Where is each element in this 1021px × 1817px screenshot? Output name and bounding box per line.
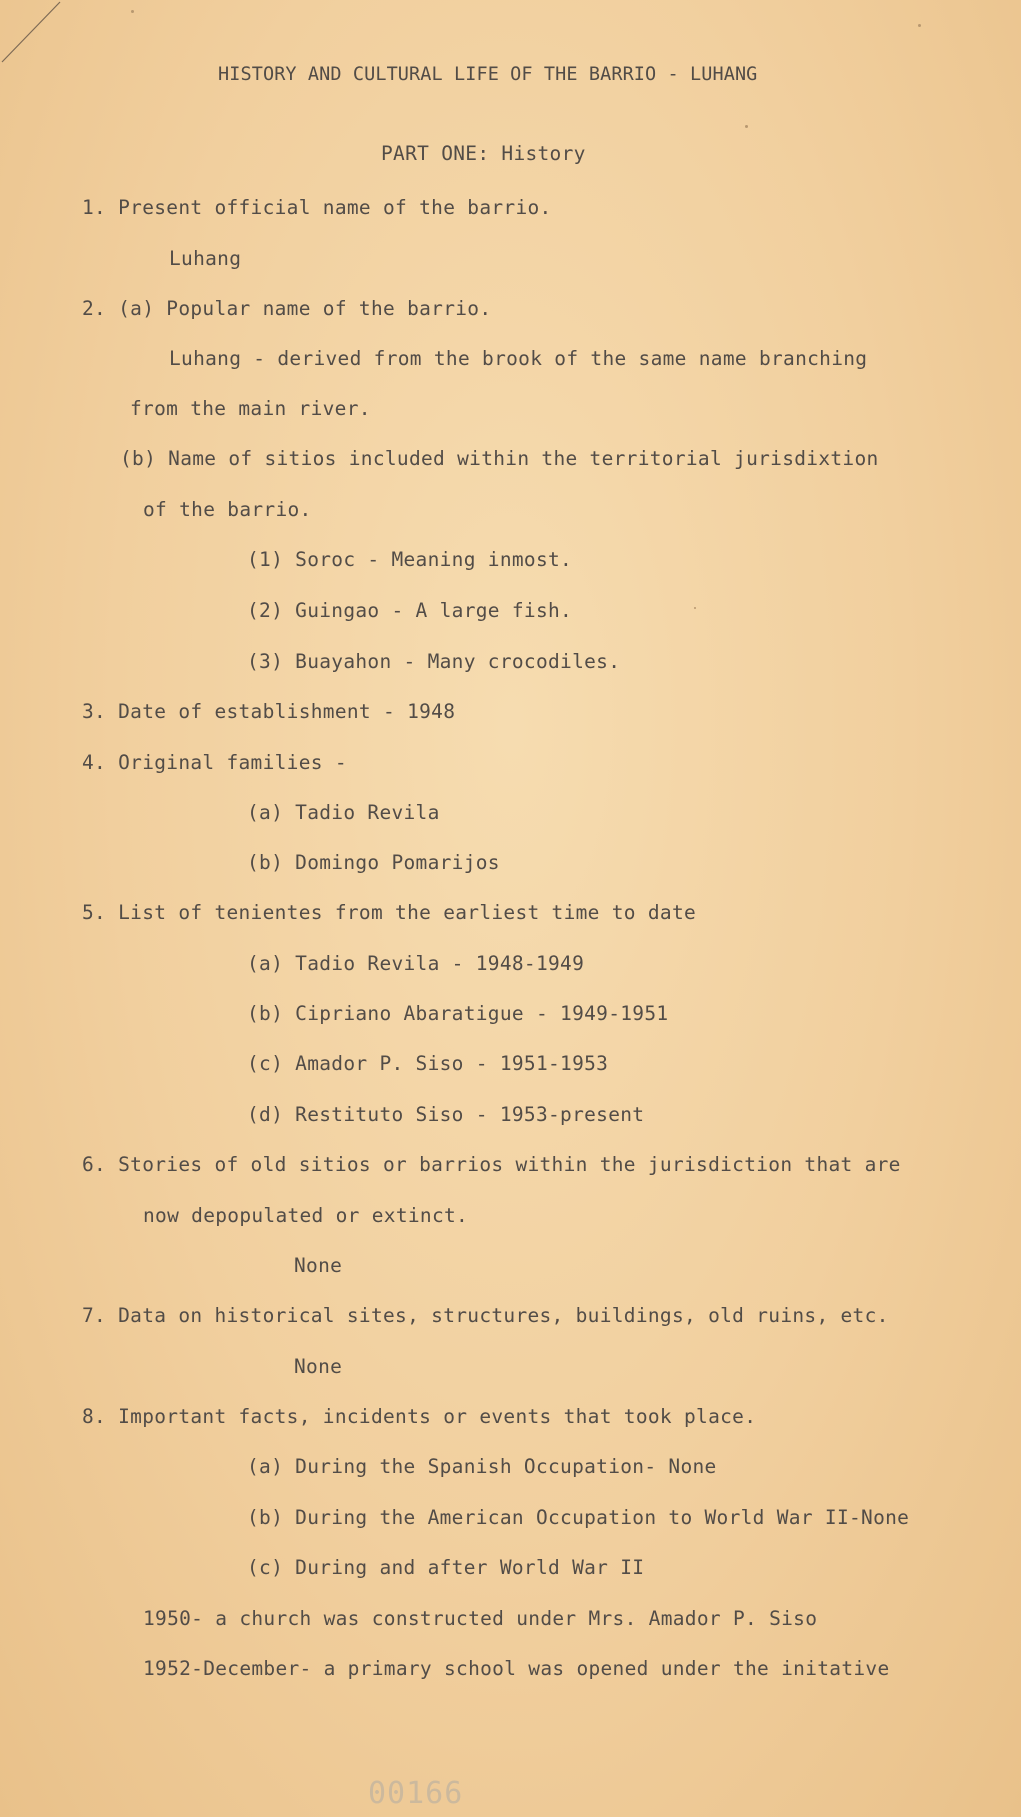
teniente-item: (d) Restituto Siso - 1953-present <box>247 1103 645 1126</box>
event-1950: 1950- a church was constructed under Mrs. Amador P. Siso <box>143 1607 818 1630</box>
page-number-stamp: 00166 <box>368 1776 464 1811</box>
pencil-mark <box>0 0 80 80</box>
paper-speck <box>694 607 696 609</box>
sitio-item: (2) Guingao - A large fish. <box>247 599 573 622</box>
sitio-item: (3) Buayahon - Many crocodiles. <box>247 650 621 673</box>
answer-6: None <box>294 1254 343 1277</box>
paper-speck <box>745 125 748 128</box>
teniente-item: (b) Cipriano Abaratigue - 1949-1951 <box>247 1002 669 1025</box>
document-title: HISTORY AND CULTURAL LIFE OF THE BARRIO - LUHANG <box>218 64 758 85</box>
event-item: (a) During the Spanish Occupation- None <box>247 1455 717 1478</box>
question-1: 1. Present official name of the barrio. <box>82 196 552 219</box>
family-item: (b) Domingo Pomarijos <box>247 851 500 874</box>
answer-7: None <box>294 1355 343 1378</box>
question-2b-line-1: (b) Name of sitios included within the territorial jurisdixtion <box>120 447 879 470</box>
answer-2a-line-1: Luhang - derived from the brook of the same name branching <box>169 347 868 370</box>
teniente-item: (a) Tadio Revila - 1948-1949 <box>247 952 585 975</box>
family-item: (a) Tadio Revila <box>247 801 440 824</box>
question-4: 4. Original families - <box>82 751 347 774</box>
sitio-item: (1) Soroc - Meaning inmost. <box>247 548 573 571</box>
question-3: 3. Date of establishment - 1948 <box>82 700 456 723</box>
question-8: 8. Important facts, incidents or events that took place. <box>82 1405 757 1428</box>
event-1952: 1952-December- a primary school was opened under the initative <box>143 1657 890 1680</box>
paper-speck <box>131 10 134 13</box>
question-6-line-2: now depopulated or extinct. <box>143 1204 469 1227</box>
question-2b-line-2: of the barrio. <box>143 498 312 521</box>
event-item: (c) During and after World War II <box>247 1556 645 1579</box>
question-7: 7. Data on historical sites, structures, buildings, old ruins, etc. <box>82 1304 889 1327</box>
teniente-item: (c) Amador P. Siso - 1951-1953 <box>247 1052 609 1075</box>
question-5: 5. List of tenientes from the earliest time to date <box>82 901 697 924</box>
event-item: (b) During the American Occupation to World War II-None <box>247 1506 910 1529</box>
question-6-line-1: 6. Stories of old sitios or barrios within the jurisdiction that are <box>82 1153 901 1176</box>
paper-speck <box>918 24 921 27</box>
part-heading: PART ONE: History <box>381 142 586 165</box>
answer-1: Luhang <box>169 247 242 270</box>
question-2a: 2. (a) Popular name of the barrio. <box>82 297 492 320</box>
answer-2a-line-2: from the main river. <box>130 397 371 420</box>
